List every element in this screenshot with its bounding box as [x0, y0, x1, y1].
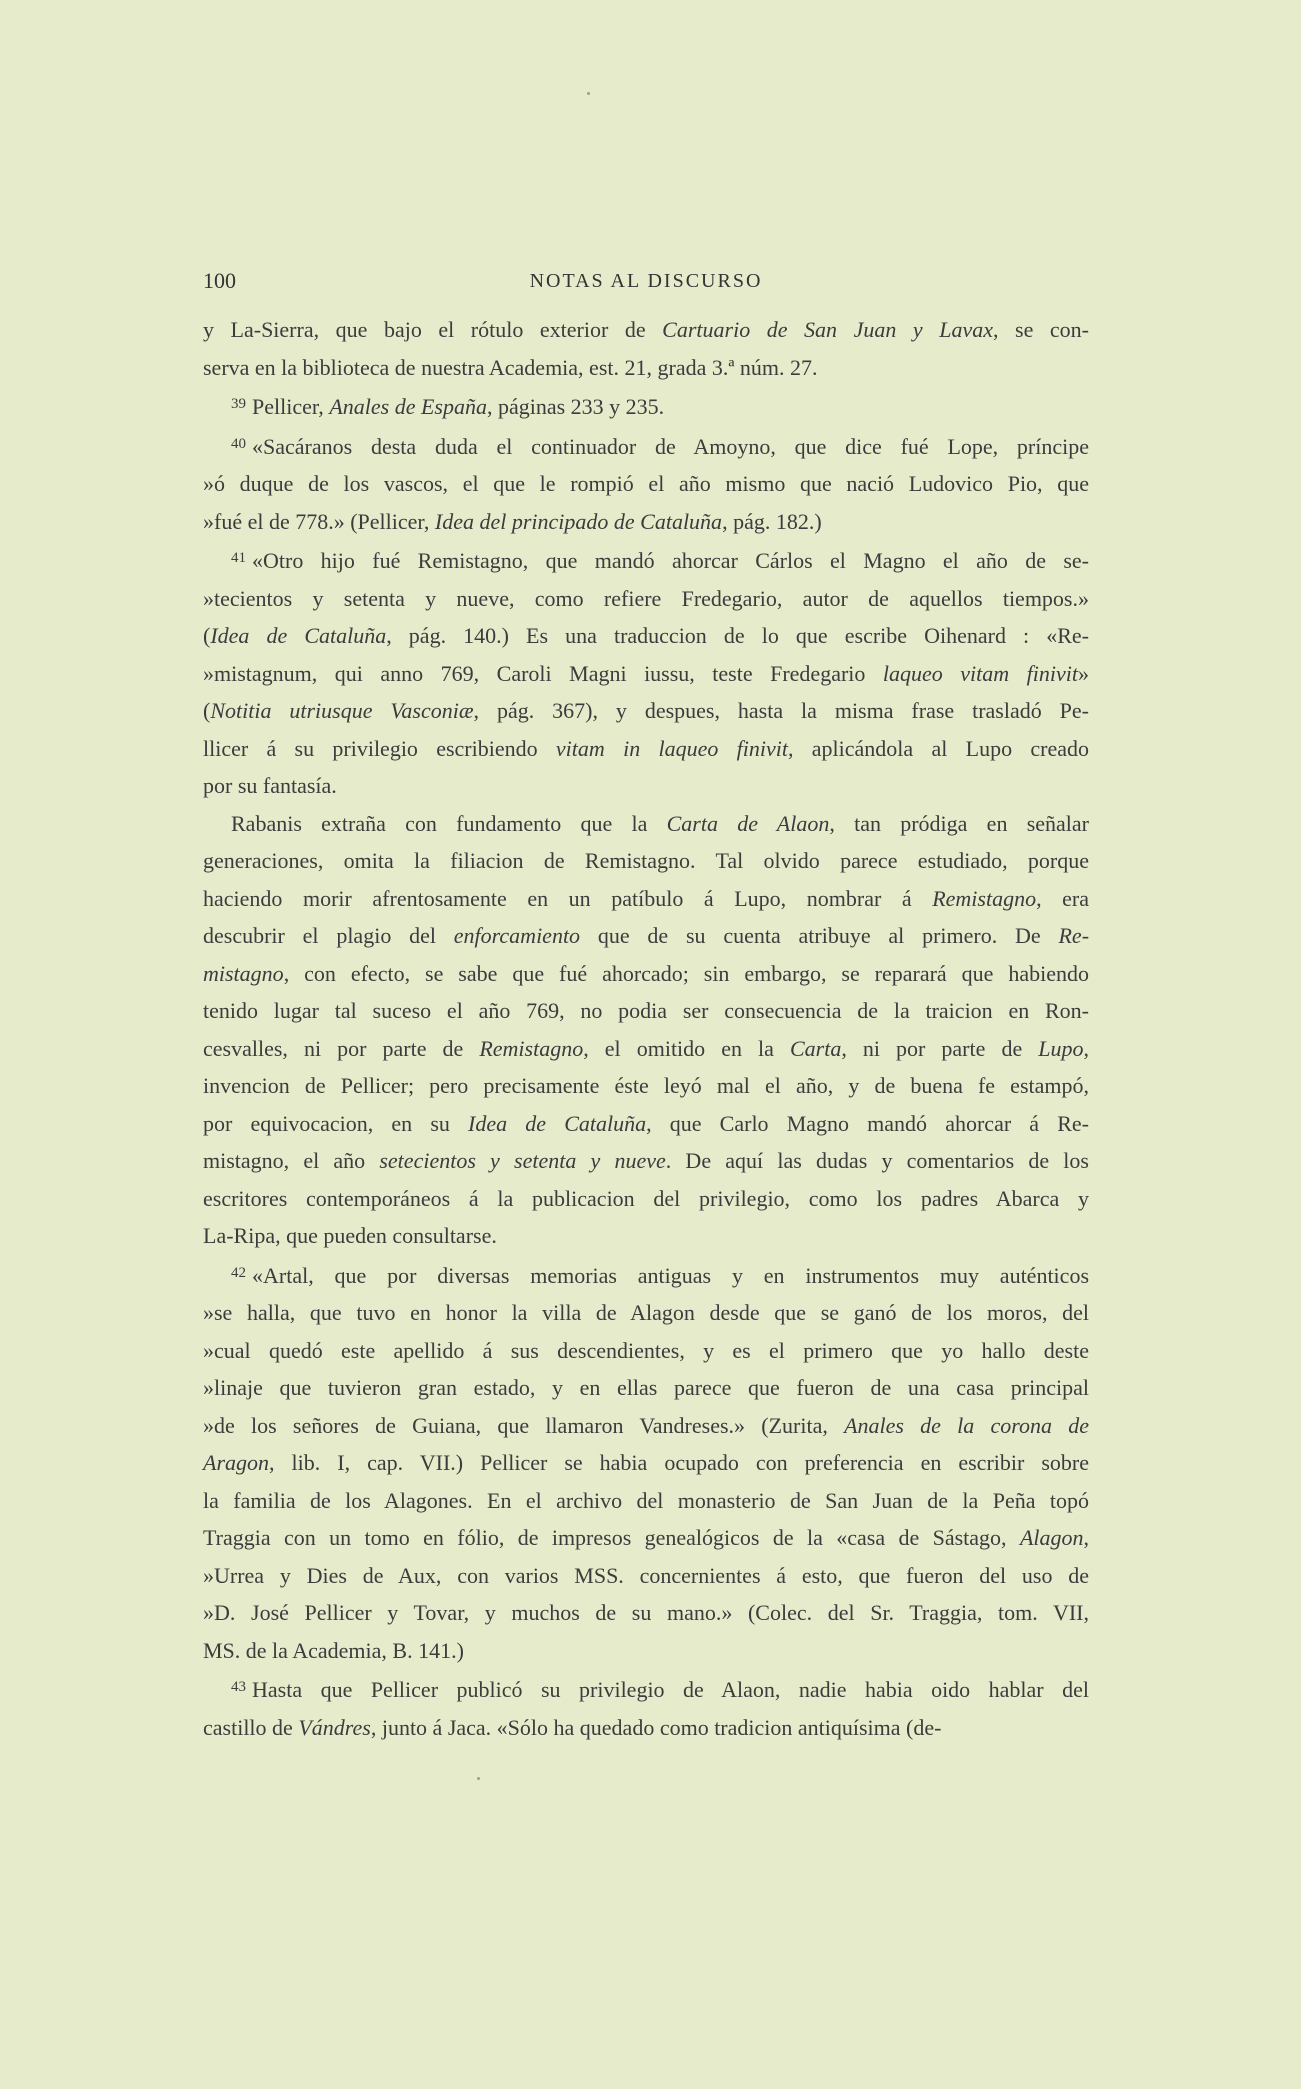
italic-title: Aragon	[203, 1450, 269, 1475]
note-number: 39	[231, 396, 246, 412]
text-line	[203, 842, 1089, 880]
italic-title: Remistagno	[932, 885, 1037, 911]
line-text: ,	[1083, 1035, 1090, 1061]
line-text: generaciones, omita la filiacion de Remistagno. Tal olvido parece estudiado, porque	[203, 848, 1089, 873]
body-text	[203, 311, 1089, 1746]
italic-title: Lupo	[1038, 1035, 1084, 1061]
paper-speck	[477, 1777, 480, 1780]
italic-title: Notitia utriusque Vasconiæ	[210, 698, 474, 723]
line-text: , se con-	[992, 317, 1089, 342]
text-line	[203, 1217, 1089, 1255]
line-text: »Urrea y Dies de Aux, con varios MSS. concernientes á esto, que fueron del uso de	[203, 1562, 1089, 1588]
line-text: »linaje que tuvieron gran estado, y en ellas parece que fueron de una casa principal	[203, 1375, 1089, 1400]
text-line	[203, 1180, 1089, 1218]
line-text: Rabanis extraña con fundamento que la	[231, 810, 667, 836]
text-line	[203, 540, 1089, 580]
line-text: castillo de	[203, 1714, 299, 1740]
italic-title: Carta	[789, 1035, 842, 1061]
line-text: »ó duque de los vascos, el que le rompió el año mismo que nació Ludovico Pio, que	[203, 471, 1089, 496]
italic-title: Cartuario de San Juan y Lavax	[662, 317, 993, 342]
text-line	[203, 692, 1089, 730]
line-text: »mistagnum, qui anno 769, Caroli Magni iussu, teste Fredegario	[203, 660, 883, 686]
italic-title: Anales de España	[329, 394, 487, 419]
italic-title: vitam in laqueo finivit	[555, 735, 788, 761]
line-text: Traggia con un tomo en fólio, de impresos genealógicos de la «casa de Sástago,	[203, 1525, 1020, 1550]
text-line	[203, 767, 1089, 805]
text-line	[203, 1142, 1089, 1180]
line-text: , tan pródiga en señalar	[829, 810, 1089, 836]
running-header	[203, 268, 1089, 298]
text-line	[203, 1709, 1089, 1747]
line-text: escritores contemporáneos á la publicacion del privilegio, como los padres Abarca y	[203, 1185, 1089, 1211]
line-text: , aplicándola al Lupo creado	[788, 735, 1089, 761]
line-text: , pág. 182.)	[722, 508, 822, 534]
text-line	[203, 580, 1089, 618]
italic-title: Anales de la corona de	[844, 1412, 1090, 1438]
line-text: ,	[1083, 1525, 1089, 1550]
line-text: »D. José Pellicer y Tovar, y muchos de su mano.» (Colec. del Sr. Traggia, tom. VII,	[203, 1600, 1089, 1625]
line-text: mistagno, el año	[203, 1148, 380, 1173]
italic-title: enforcamiento	[453, 923, 581, 948]
text-line	[203, 1332, 1089, 1370]
text-line	[203, 1482, 1089, 1520]
text-line	[203, 730, 1089, 768]
line-text: »tecientos y setenta y nueve, como refiere Fredegario, autor de aquellos tiempos.»	[203, 585, 1089, 611]
text-line	[203, 311, 1089, 349]
text-line	[203, 1669, 1089, 1709]
line-text: serva en la biblioteca de nuestra Academia, est. 21, grada 3.ª núm. 27.	[203, 354, 818, 380]
text-line	[203, 1594, 1089, 1632]
text-line	[203, 1444, 1089, 1482]
line-text: la familia de los Alagones. En el archivo del monasterio de San Juan de la Peña topó	[203, 1487, 1089, 1513]
line-text: . De aquí las dudas y comentarios de los	[665, 1148, 1089, 1173]
line-text: por su fantasía.	[203, 773, 337, 798]
italic-title: Idea de Cataluña	[210, 623, 387, 648]
paper-speck	[587, 92, 590, 95]
italic-title: Idea del principado de Cataluña	[434, 508, 723, 534]
line-text: haciendo morir afrentosamente en un patíbulo á Lupo, nombrar á	[203, 885, 933, 911]
line-text: cesvalles, ni por parte de	[203, 1035, 480, 1061]
line-text: (	[203, 698, 211, 723]
line-text: Pellicer,	[252, 394, 330, 419]
line-text: »se halla, que tuvo en honor la villa de Alagon desde que se ganó de los moros, del	[203, 1300, 1089, 1325]
note-number: 43	[231, 1679, 246, 1695]
text-line	[203, 1407, 1089, 1445]
line-text: MS. de la Academia, B. 141.)	[203, 1637, 464, 1663]
running-title: NOTAS AL DISCURSO	[529, 270, 763, 292]
page-number: 100	[203, 268, 236, 293]
text-line	[203, 386, 1089, 426]
line-text: , junto á Jaca. «Sólo ha quedado como tradicion antiquísima (de-	[370, 1714, 942, 1740]
line-text: »de los señores de Guiana, que llamaron Vandreses.» (Zurita,	[203, 1412, 845, 1438]
text-line	[203, 617, 1089, 655]
text-line	[203, 426, 1089, 466]
text-line	[203, 1519, 1089, 1557]
line-text: descubrir el plagio del	[203, 923, 454, 948]
line-text: Hasta que Pellicer publicó su privilegio de Alaon, nadie habia oido hablar del	[252, 1677, 1089, 1702]
line-text: (	[203, 623, 211, 648]
text-line	[203, 1105, 1089, 1143]
line-text: »cual quedó este apellido á sus descendientes, y es el primero que yo hallo deste	[203, 1337, 1089, 1363]
text-line	[203, 955, 1089, 993]
note-number: 42	[231, 1264, 246, 1281]
line-text: «Otro hijo fué Remistagno, que mandó ahorcar Cárlos el Magno el año de se-	[252, 548, 1089, 573]
note-number: 40	[231, 435, 246, 452]
text-line	[203, 992, 1089, 1030]
text-line	[203, 1255, 1089, 1295]
text-line	[203, 1067, 1089, 1105]
line-text: por equivocacion, en su	[203, 1110, 469, 1136]
italic-title: Remistagno	[479, 1035, 584, 1061]
line-text: , páginas 233 y 235.	[486, 394, 665, 419]
italic-title: mistagno	[203, 960, 284, 986]
line-text: llicer á su privilegio escribiendo	[203, 735, 556, 761]
note-number: 41	[231, 550, 246, 566]
italic-title: setecientos y setenta y nueve	[379, 1148, 666, 1173]
line-text: que de su cuenta atribuye al primero. De	[580, 923, 1059, 948]
line-text: invencion de Pellicer; pero precisamente éste leyó mal el año, y de buena fe estampó,	[203, 1073, 1089, 1098]
italic-title: Vándres	[298, 1714, 371, 1740]
line-text: , pág. 140.) Es una traduccion de lo que escribe Oihenard : «Re-	[386, 623, 1089, 648]
italic-title: Carta de Alaon	[666, 810, 830, 836]
line-text: , lib. I, cap. VII.) Pellicer se habia ocupado con preferencia en escribir sobre	[269, 1450, 1089, 1475]
line-text: La-Ripa, que pueden consultarse.	[203, 1223, 497, 1248]
line-text: , el omitido en la	[583, 1035, 790, 1061]
text-line	[203, 655, 1089, 693]
italic-title: laqueo vitam finivit	[882, 660, 1078, 686]
line-text: »	[1077, 660, 1089, 686]
text-line	[203, 1369, 1089, 1407]
italic-title: Alagon	[1019, 1525, 1084, 1550]
text-line	[203, 1632, 1089, 1670]
line-text: »fué el de 778.» (Pellicer,	[203, 508, 435, 534]
text-line	[203, 805, 1089, 843]
line-text: , que Carlo Magno mandó ahorcar á Re-	[646, 1110, 1089, 1136]
text-line	[203, 349, 1089, 387]
text-line	[203, 1294, 1089, 1332]
text-line	[203, 503, 1089, 541]
text-line	[203, 917, 1089, 955]
line-text: , con efecto, se sabe que fué ahorcado; sin embargo, se reparará que habiendo	[283, 960, 1089, 986]
text-line	[203, 880, 1089, 918]
text-line	[203, 465, 1089, 503]
line-text: tenido lugar tal suceso el año 769, no podia ser consecuencia de la traicion en Ron-	[203, 998, 1089, 1023]
line-text: , era	[1036, 885, 1089, 911]
line-text: , pág. 367), y despues, hasta la misma frase trasladó Pe-	[473, 698, 1089, 723]
line-text: , ni por parte de	[841, 1035, 1039, 1061]
line-text: «Artal, que por diversas memorias antiguas y en instrumentos muy auténticos	[252, 1262, 1089, 1288]
text-line	[203, 1030, 1089, 1068]
italic-title: Idea de Cataluña	[468, 1110, 647, 1136]
text-line	[203, 1557, 1089, 1595]
line-text: y La-Sierra, que bajo el rótulo exterior de	[203, 317, 663, 342]
italic-title: Re-	[1058, 923, 1090, 948]
line-text: «Sacáranos desta duda el continuador de Amoyno, que dice fué Lope, príncipe	[252, 433, 1089, 459]
